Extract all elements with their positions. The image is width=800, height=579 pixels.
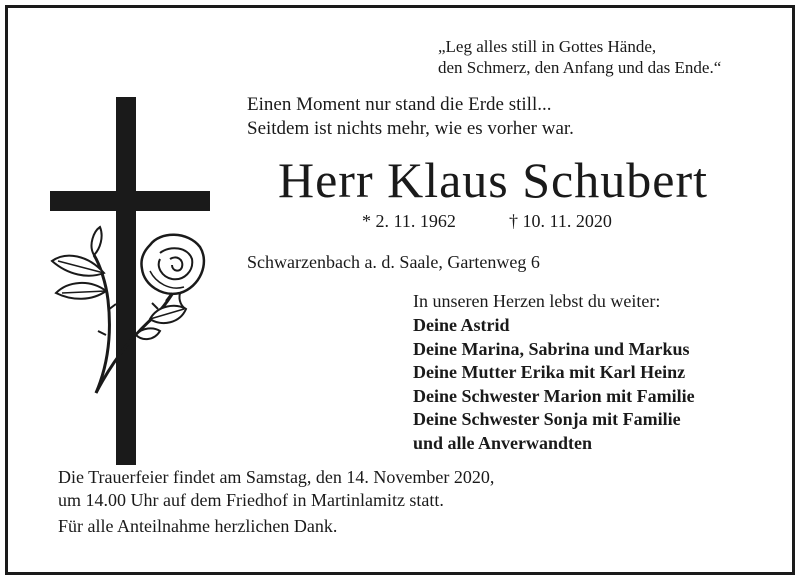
mourner-entry: Deine Astrid xyxy=(413,315,510,335)
cross-with-rose-icon xyxy=(38,95,218,465)
mourner-entry: und alle Anverwandten xyxy=(413,432,593,453)
mourner-entry: Deine Schwester Marion mit Familie xyxy=(413,385,695,406)
intro-verse xyxy=(247,93,574,141)
mourner-entry: Deine Schwester Sonja mit Familie xyxy=(413,409,681,429)
deceased-name: Herr Klaus Schubert xyxy=(278,152,708,208)
funeral-notice xyxy=(58,466,494,512)
address: Schwarzenbach a. d. Saale, Gartenweg 6 xyxy=(247,252,540,272)
birth-date: * 2. 11. 1962 xyxy=(362,211,456,231)
quote xyxy=(438,36,721,78)
quote-line-1: „Leg alles still in Gottes Hände, xyxy=(438,37,657,56)
mourners-list xyxy=(413,314,695,455)
mourner-entry: Deine Marina, Sabrina und Markus xyxy=(413,338,690,359)
quote-line-2: den Schmerz, den Anfang und das Ende.“ xyxy=(438,58,722,77)
thanks-line: Für alle Anteilnahme herzlichen Dank. xyxy=(58,516,338,536)
death-date: † 10. 11. 2020 xyxy=(509,211,612,231)
remembrance-line: In unseren Herzen lebst du weiter: xyxy=(413,291,661,311)
funeral-line-1: Die Trauerfeier findet am Samstag, den 14. November 2020, xyxy=(58,467,495,487)
funeral-line-2: um 14.00 Uhr auf dem Friedhof in Martinlamitz statt. xyxy=(58,490,444,510)
mourner-entry: Deine Mutter Erika mit Karl Heinz xyxy=(413,362,686,382)
intro-line-2: Seitdem ist nichts mehr, wie es vorher war. xyxy=(247,118,574,139)
intro-line-1: Einen Moment nur stand die Erde still... xyxy=(247,94,552,115)
